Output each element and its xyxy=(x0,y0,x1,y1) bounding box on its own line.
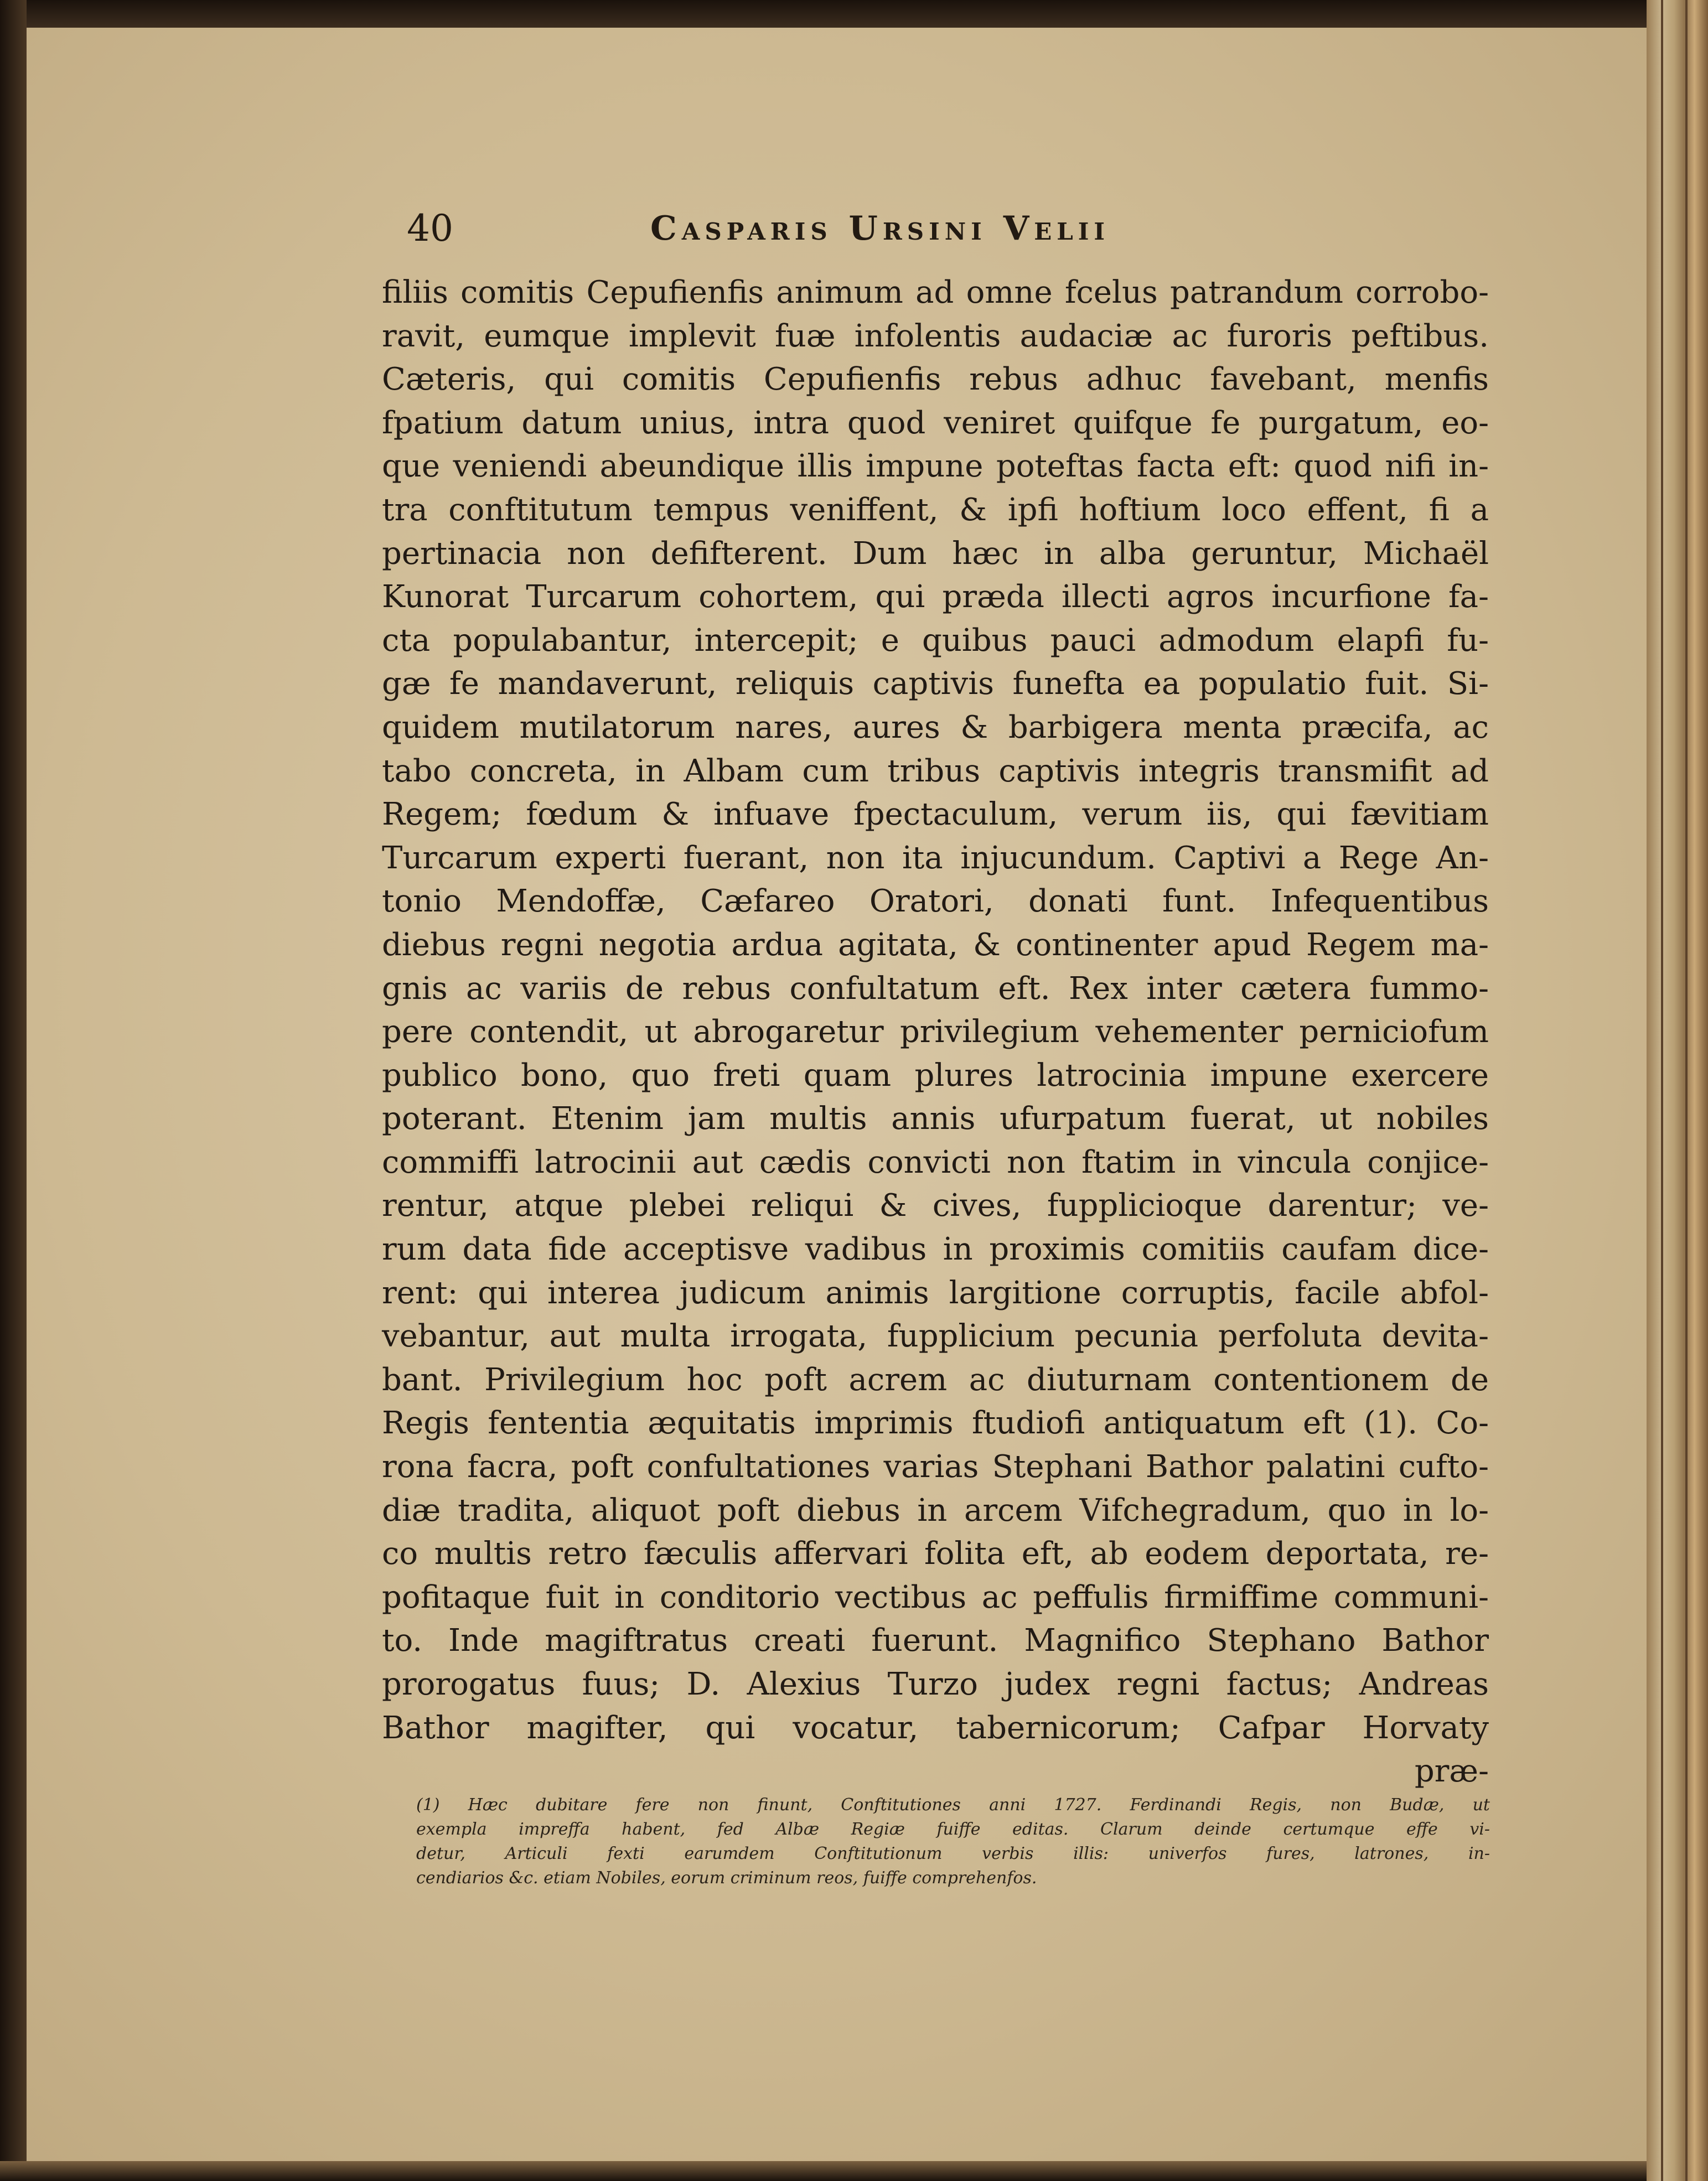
text-line: quidem mutilatorum nares, aures & barbigera menta præcifa, ac xyxy=(382,709,1489,745)
page-number: 40 xyxy=(407,207,453,250)
scan-left-edge xyxy=(0,0,27,2181)
text-line: rentur, atque plebei reliqui & cives, fupplicioque darentur; ve- xyxy=(382,1188,1489,1224)
text-line: pofitaque fuit in conditorio vectibus ac peffulis firmiffime communi- xyxy=(382,1579,1489,1615)
text-line: Cæteris, qui comitis Cepufienfis rebus adhuc favebant, menfis xyxy=(382,361,1489,398)
text-line: publico bono, quo freti quam plures latrocinia impune exercere xyxy=(382,1057,1489,1094)
text-line: commiffi latrocinii aut cædis convicti non ftatim in vincula conjice- xyxy=(382,1144,1489,1180)
text-line: pertinacia non defifterent. Dum hæc in alba geruntur, Michaël xyxy=(382,535,1489,572)
scan-bottom-edge xyxy=(0,2161,1708,2181)
text-line: rona facra, poft confultationes varias Stephani Bathor palatini cufto- xyxy=(382,1449,1489,1485)
text-line: tra conftitutum tempus veniffent, & ipfi hoftium loco effent, fi a xyxy=(382,491,1489,528)
text-line: poterant. Etenim jam multis annis ufurpatum fuerat, ut nobiles xyxy=(382,1101,1489,1137)
text-line: Regem; fœdum & infuave fpectaculum, verum iis, qui fævitiam xyxy=(382,796,1489,833)
text-line: fpatium datum unius, intra quod veniret quifque fe purgatum, eo- xyxy=(382,405,1489,441)
text-line: rent: qui interea judicum animis largitione corruptis, facile abfol- xyxy=(382,1275,1489,1311)
text-line: prorogatus fuus; D. Alexius Turzo judex regni factus; Andreas xyxy=(382,1666,1489,1702)
footnote-line: exempla impreffa habent, fed Albæ Regiæ fuiffe editas. Clarum deinde certumque effe vi- xyxy=(416,1820,1490,1839)
running-title: Casparis Ursini Velii xyxy=(650,209,1110,248)
footnote-block xyxy=(416,1793,1490,1890)
text-line: co multis retro fæculis affervari folita eft, ab eodem deportata, re- xyxy=(382,1536,1489,1572)
text-line: vebantur, aut multa irrogata, fupplicium pecunia perfoluta devita- xyxy=(382,1318,1489,1355)
text-line: tonio Mendoffæ, Cæfareo Oratori, donati funt. Infequentibus xyxy=(382,883,1489,920)
running-head xyxy=(0,204,1708,253)
gutter-fold-line xyxy=(1661,0,1663,2181)
text-line: que veniendi abeundique illis impune poteftas facta eft: quod nifi in- xyxy=(382,448,1489,485)
footnote-line: detur, Articuli fexti earumdem Conftitutionum verbis illis: univerfos fures, latrones, in- xyxy=(416,1844,1490,1863)
text-line: diebus regni negotia ardua agitata, & continenter apud Regem ma- xyxy=(382,926,1489,963)
text-line: bant. Privilegium hoc poft acrem ac diuturnam contentionem de xyxy=(382,1361,1489,1398)
text-line: rum data fide acceptisve vadibus in proximis comitiis caufam dice- xyxy=(382,1231,1489,1268)
text-line: to. Inde magiftratus creati fuerunt. Magnifico Stephano Bathor xyxy=(382,1623,1489,1659)
footnote-line: cendiarios &c. etiam Nobiles, eorum criminum reos, fuiffe comprehenfos. xyxy=(416,1868,1037,1888)
text-line: Bathor magifter, qui vocatur, tabernicorum; Cafpar Horvaty xyxy=(382,1709,1489,1746)
text-line: ravit, eumque implevit fuæ infolentis audaciæ ac furoris peftibus. xyxy=(382,318,1489,354)
book-spine-gutter xyxy=(1647,0,1708,2181)
gutter-fold-line xyxy=(1685,0,1688,2181)
main-text-block xyxy=(382,271,1489,1794)
catchword: præ- xyxy=(1414,1753,1489,1790)
text-line: pere contendit, ut abrogaretur privilegium vehementer perniciofum xyxy=(382,1014,1489,1050)
text-line: diæ tradita, aliquot poft diebus in arcem Vifchegradum, quo in lo- xyxy=(382,1492,1489,1529)
text-line: Kunorat Turcarum cohortem, qui præda illecti agros incurfione fa- xyxy=(382,579,1489,615)
text-line: Regis fententia æquitatis imprimis ftudiofi antiquatum eft (1). Co- xyxy=(382,1405,1489,1442)
text-line: gæ fe mandaverunt, reliquis captivis funefta ea populatio fuit. Si- xyxy=(382,666,1489,702)
text-line: filiis comitis Cepufienfis animum ad omne fcelus patrandum corrobo- xyxy=(382,274,1489,310)
text-line: tabo concreta, in Albam cum tribus captivis integris transmifit ad xyxy=(382,753,1489,789)
text-line: gnis ac variis de rebus confultatum eft. Rex inter cætera fummo- xyxy=(382,970,1489,1007)
scan-top-edge xyxy=(0,0,1708,28)
text-line: Turcarum experti fuerant, non ita injucundum. Captivi a Rege An- xyxy=(382,840,1489,876)
text-line: cta populabantur, intercepit; e quibus pauci admodum elapfi fu- xyxy=(382,622,1489,659)
footnote-line: (1) Hæc dubitare fere non finunt, Conftitutiones anni 1727. Ferdinandi Regis, non Budæ, ut xyxy=(416,1795,1490,1815)
